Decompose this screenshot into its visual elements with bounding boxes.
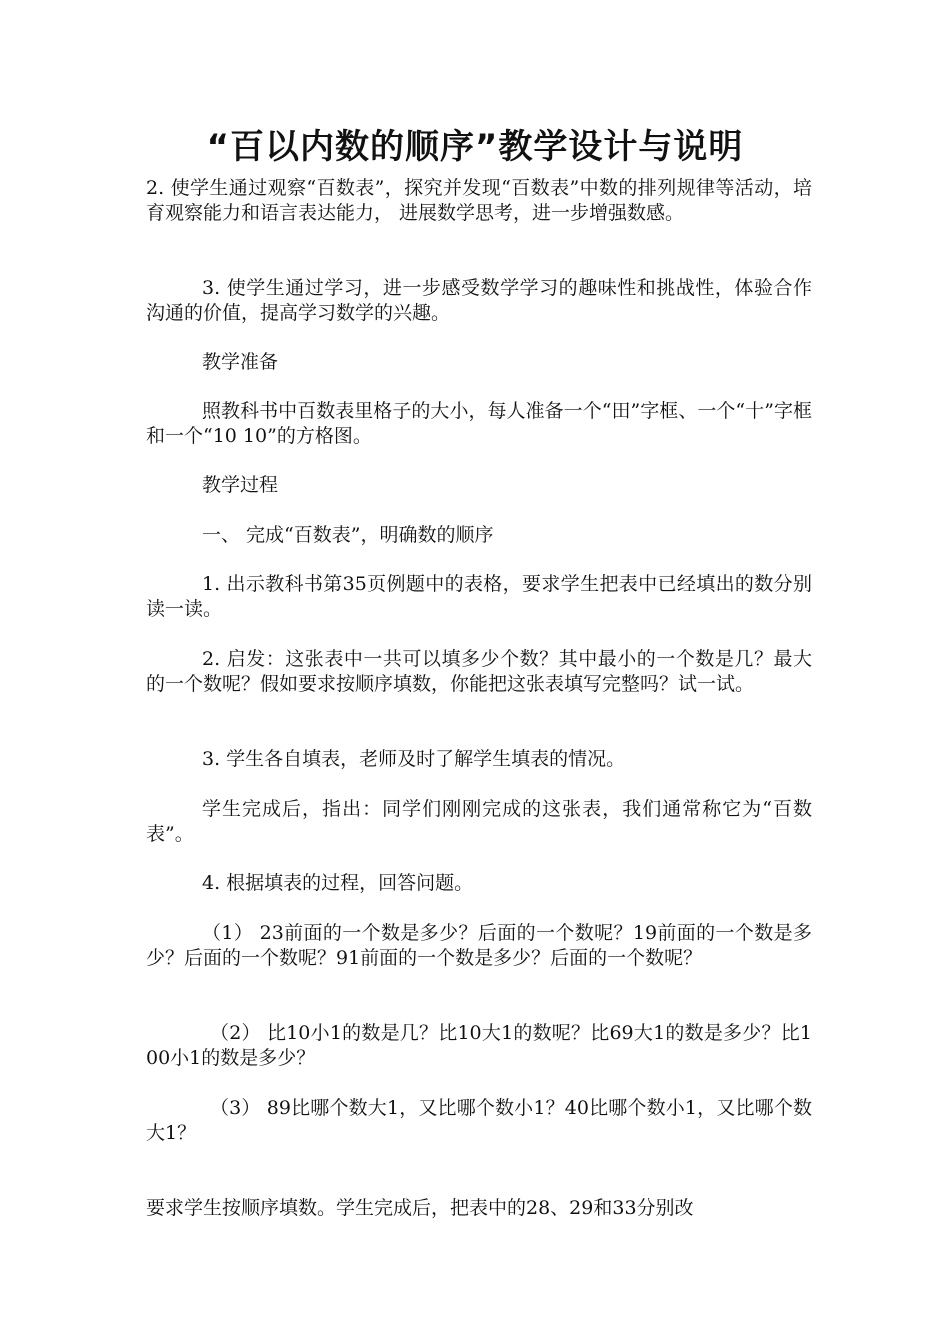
paragraph-fill-order: 要求学生按顺序填数。学生完成后，把表中的28、29和33分别改 [146, 1197, 694, 1219]
heading-teaching-preparation: 教学准备 [202, 351, 279, 373]
heading-teaching-process: 教学过程 [202, 474, 279, 496]
paragraph-question-3: （3） 89比哪个数大1，又比哪个数小1？40比哪个数小1，又比哪个数大1？ [146, 1097, 812, 1144]
paragraph-objective-2: 2. 使学生通过观察“百数表”，探究并发现“百数表”中数的排列规律等活动，培育观察能力和语言表达能力， 进展数学思考，进一步增强数感。 [146, 177, 812, 224]
paragraph-summary: 学生完成后，指出：同学们刚刚完成的这张表，我们通常称它为“百数表”。 [146, 798, 812, 845]
heading-section-one: 一、 完成“百数表”，明确数的顺序 [202, 524, 494, 546]
paragraph-preparation: 照教科书中百数表里格子的大小，每人准备一个“田”字框、一个“十”字框和一个“10 10”的方格图。 [146, 400, 812, 447]
paragraph-step-4: 4. 根据填表的过程，回答问题。 [202, 872, 474, 894]
paragraph-step-2: 2. 启发：这张表中一共可以填多少个数？其中最小的一个数是几？最大的一个数呢？假如要求按顺序填数，你能把这张表填写完整吗？试一试。 [146, 648, 812, 695]
paragraph-objective-3: 3. 使学生通过学习，进一步感受数学学习的趣味性和挑战性，体验合作沟通的价值，提高学习数学的兴趣。 [146, 277, 812, 324]
document-title: “百以内数的顺序”教学设计与说明 [206, 127, 744, 167]
paragraph-step-1: 1. 出示教科书第35页例题中的表格，要求学生把表中已经填出的数分别读一读。 [146, 573, 812, 620]
paragraph-question-1: （1） 23前面的一个数是多少？后面的一个数呢？19前面的一个数是多少？后面的一个数呢？91前面的一个数是多少？后面的一个数呢？ [146, 922, 812, 969]
paragraph-question-2: （2） 比10小1的数是几？比10大1的数呢？比69大1的数是多少？比100小1的数是多少？ [146, 1022, 812, 1069]
paragraph-step-3: 3. 学生各自填表，老师及时了解学生填表的情况。 [202, 748, 626, 770]
